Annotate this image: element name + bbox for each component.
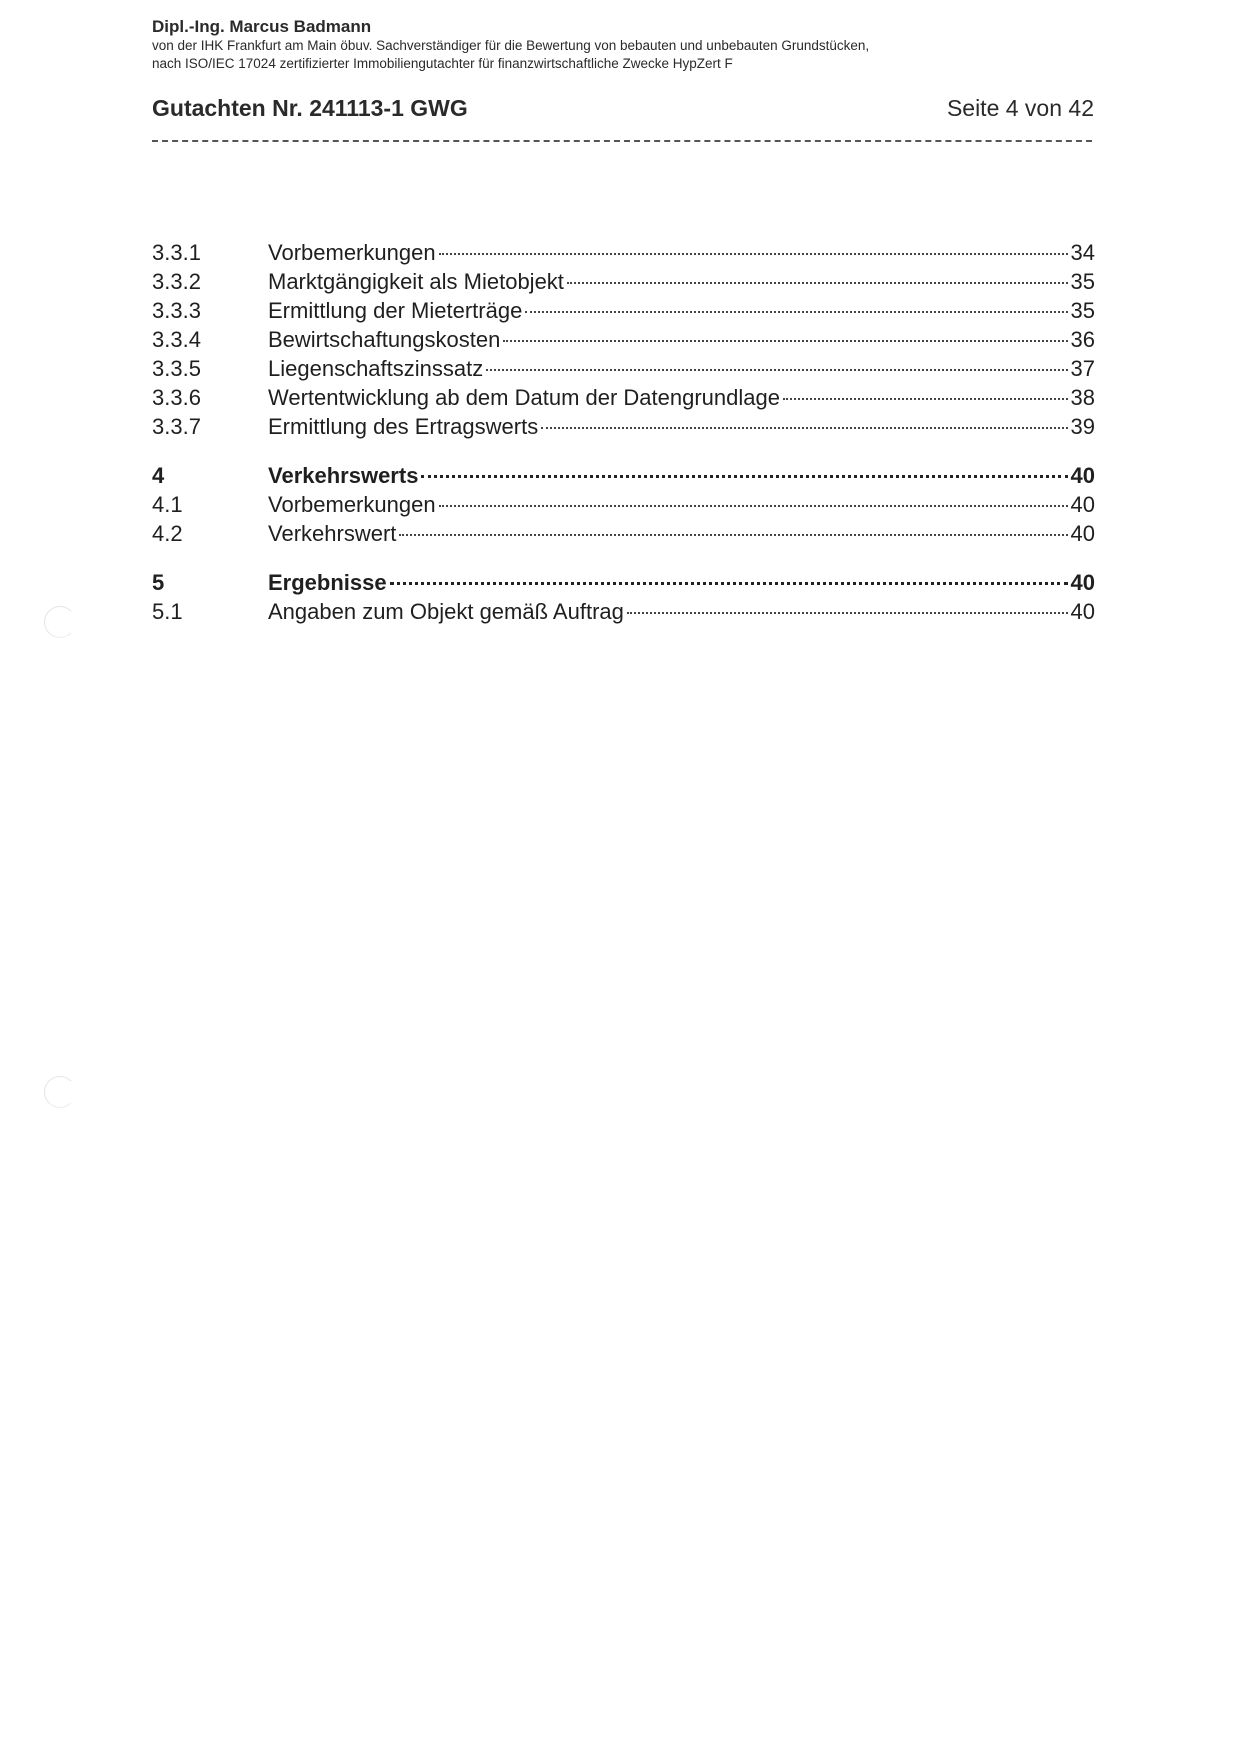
toc-section-group [152,461,1095,548]
toc-entry-title: Wertentwicklung ab dem Datum der Datengrundlage [268,385,780,410]
toc-entry-number: 3.3.3 [152,298,201,323]
toc-entry-title: Marktgängigkeit als Mietobjekt [268,269,564,294]
toc-entry-title: Bewirtschaftungskosten [268,327,501,352]
toc-entry-title: Verkehrswert [268,521,397,546]
toc-entry-page: 35 [1070,269,1095,294]
toc-entry-number: 3.3.4 [152,327,201,352]
toc-entry [152,325,1095,354]
toc-entry [152,383,1095,412]
toc-entry-number: 4.1 [152,492,183,517]
toc-entry [152,461,1095,490]
toc-entry-number: 5.1 [152,599,183,624]
toc-entry-title: Verkehrswerts [268,463,419,488]
toc-dot-leader [503,340,1067,342]
toc-dot-leader [783,398,1068,400]
toc-entry [152,238,1095,267]
punch-hole-mark [44,1076,76,1108]
letterhead [152,16,1092,73]
credential-line-2: nach ISO/IEC 17024 zertifizierter Immobiliengutachter für finanzwirtschaftliche Zwecke HypZert F [152,56,733,71]
credential-line-1: von der IHK Frankfurt am Main öbuv. Sachverständiger für die Bewertung von bebauten und unbebauten Grundstücken, [152,38,870,53]
toc-entry [152,519,1095,548]
toc-entry-page: 40 [1070,463,1095,488]
toc-entry-number: 4 [152,463,165,488]
toc-dot-leader [627,612,1068,614]
toc-dot-leader [541,427,1067,429]
toc-entry-title: Ermittlung der Mieterträge [268,298,523,323]
toc-entry-number: 5 [152,570,165,595]
toc-section-group [152,568,1095,626]
author-name: Dipl.-Ing. Marcus Badmann [152,17,372,36]
toc-entry-number: 3.3.6 [152,385,201,410]
toc-dot-leader [421,475,1067,478]
toc-section-group [152,238,1095,441]
toc-entry [152,597,1095,626]
toc-dot-leader [399,534,1067,536]
toc-entry-title: Ergebnisse [268,570,387,595]
toc-entry [152,267,1095,296]
toc-entry-title: Liegenschaftszinssatz [268,356,484,381]
toc-entry [152,490,1095,519]
toc-entry-title: Ermittlung des Ertragswerts [268,414,539,439]
toc-entry-page: 40 [1070,492,1095,517]
toc-entry-page: 40 [1070,599,1095,624]
toc-dot-leader [390,582,1068,585]
toc-entry-page: 40 [1070,570,1095,595]
toc-entry-page: 39 [1070,414,1095,439]
toc-dot-leader [439,253,1068,255]
toc-entry-page: 34 [1070,240,1095,265]
toc-dot-leader [486,369,1067,371]
toc-entry-page: 37 [1070,356,1095,381]
toc-dot-leader [525,311,1067,313]
toc-entry-number: 4.2 [152,521,183,546]
toc-entry-title: Vorbemerkungen [268,240,436,265]
toc-entry-number: 3.3.1 [152,240,201,265]
toc-entry-page: 40 [1070,521,1095,546]
toc-dot-leader [439,505,1068,507]
toc-entry-number: 3.3.7 [152,414,201,439]
toc-entry-number: 3.3.2 [152,269,201,294]
table-of-contents [152,238,1095,646]
report-number: Gutachten Nr. 241113-1 GWG [152,95,468,121]
toc-entry [152,354,1095,383]
toc-entry-page: 38 [1070,385,1095,410]
toc-entry-number: 3.3.5 [152,356,201,381]
punch-hole-mark [44,606,76,638]
page-indicator: Seite 4 von 42 [946,95,1094,121]
report-title-row [152,95,1094,125]
toc-entry-page: 36 [1070,327,1095,352]
toc-entry-title: Angaben zum Objekt gemäß Auftrag [268,599,624,624]
toc-entry-title: Vorbemerkungen [268,492,436,517]
toc-entry [152,412,1095,441]
toc-entry [152,296,1095,325]
header-divider [152,140,1092,142]
toc-entry [152,568,1095,597]
toc-entry-page: 35 [1070,298,1095,323]
toc-dot-leader [567,282,1068,284]
